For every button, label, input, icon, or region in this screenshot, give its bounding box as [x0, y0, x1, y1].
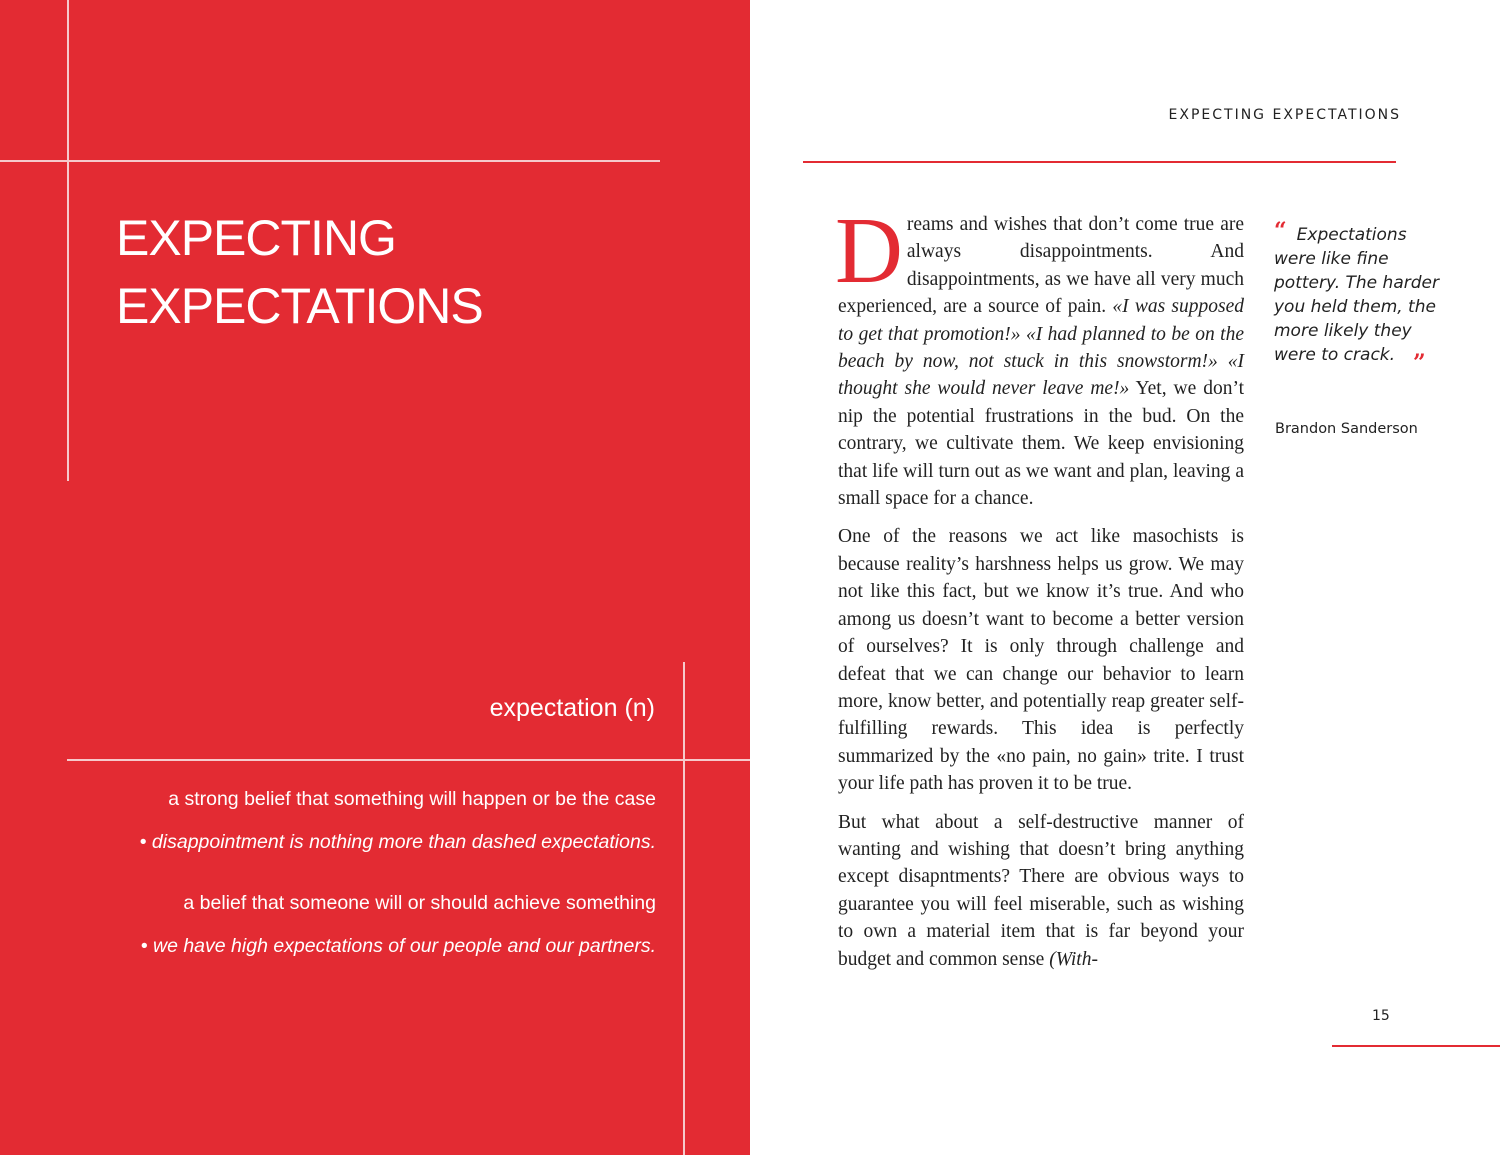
paragraph-3 — [838, 809, 1244, 973]
definition-2-meaning: a belief that someone will or should achieve something — [183, 892, 656, 914]
drop-cap: D — [835, 199, 903, 303]
chapter-title-line-2: EXPECTATIONS — [116, 278, 483, 334]
paragraph-1-text-a: reams and wishes that don’t come true are always disappointments. And disappointments, as we have all very much experienced, are a source of pain. — [838, 214, 1244, 318]
chapter-title — [116, 204, 483, 340]
definition-1-meaning: a strong belief that something will happen or be the case — [168, 788, 656, 810]
dictionary-term: expectation (n) — [489, 694, 655, 722]
footer-rule — [1332, 1045, 1500, 1047]
pull-quote-body — [1274, 219, 1450, 375]
definition-1-example: • disappointment is nothing more than dashed expectations. — [139, 831, 656, 853]
running-head: EXPECTING EXPECTATIONS — [1168, 107, 1401, 123]
vertical-rule-top — [67, 0, 69, 481]
chapter-title-line-1: EXPECTING — [116, 210, 396, 266]
vertical-rule-bottom — [683, 662, 685, 1155]
paragraph-3-tail: (With- — [1049, 948, 1098, 970]
body-text — [835, 199, 1245, 984]
header-rule — [803, 161, 1396, 163]
definition-2-example: • we have high expectations of our people and our partners. — [140, 935, 656, 957]
horizontal-rule-bottom — [67, 759, 750, 761]
open-quote-icon: “ — [1274, 218, 1287, 244]
paragraph-1-text-b: Yet, we don’t nip the potential frustrations in the bud. On the contrary, we cultivate them. We keep envisioning that life will turn out as we want and plan, leaving a small space for a chance. — [838, 378, 1244, 510]
paragraph-1 — [835, 199, 1245, 512]
horizontal-rule-top — [0, 160, 660, 162]
paragraph-2: One of the reasons we act like masochists is because reality’s harshness helps us grow. We may not like this fact, but we know it’s true. And who among us doesn’t want to become a better version of ourselves? It is only through challenge and defeat that we can change our behavior to learn more, know better, and potentially reap greater self-fulfilling rewards. This idea is perfectly summarized by the «no pain, no gain» trite. I trust your life path has proven it to be true. — [838, 526, 1244, 795]
paragraph-3-text: But what about a self-destructive manner of wanting and wishing that doesn’t bring anything except disapntments? There are obvious ways to guarantee you will feel miserable, such as wishing to own a material item that is far beyond your budget and common sense — [838, 811, 1244, 970]
pull-quote-author: Brandon Sanderson — [1275, 421, 1418, 437]
page-number: 15 — [1372, 1008, 1390, 1024]
pull-quote-text: Expectations were like fine pottery. The harder you held them, the more likely they were to crack. — [1274, 225, 1439, 365]
close-quote-icon: ” — [1413, 350, 1426, 376]
paragraph-1-quotes: «I was supposed to get that promotion!» «I had planned to be on the beach by now, not stuck in this snowstorm!» «I thought she would never leave me!» — [838, 296, 1245, 400]
pull-quote — [1274, 219, 1450, 375]
